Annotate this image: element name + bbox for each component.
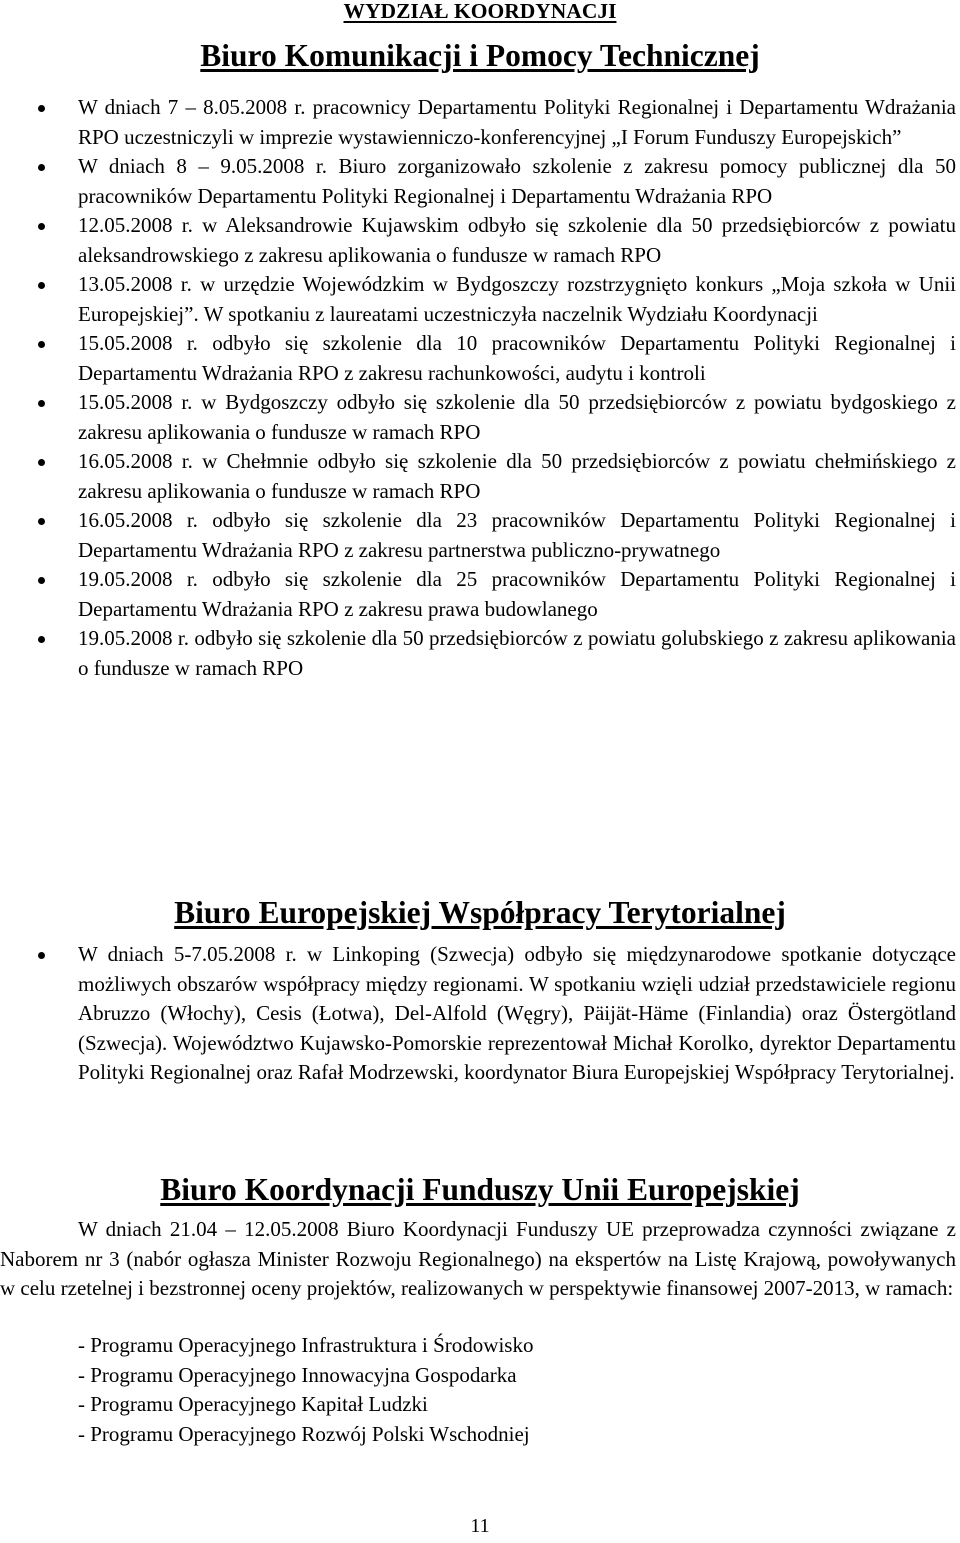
list-item: 16.05.2008 r. w Chełmnie odbyło się szkolenie dla 50 przedsiębiorców z powiatu chełmińskiego z zakresu aplikowania o fundusze w ramach RPO [0,447,960,506]
list-item: - Programu Operacyjnego Infrastruktura i Środowisko [78,1333,534,1357]
page-number: 11 [470,1515,490,1537]
list-item: 12.05.2008 r. w Aleksandrowie Kujawskim odbyło się szkolenie dla 50 przedsiębiorców z powiatu aleksandrowskiego z zakresu aplikowania o fundusze w ramach RPO [0,211,960,270]
bullet-icon [38,400,45,407]
bullet-icon [38,636,45,643]
list-item: 19.05.2008 r. odbyło się szkolenie dla 50 przedsiębiorców z powiatu golubskiego z zakresu aplikowania o fundusze w ramach RPO [0,624,960,683]
programs-list [78,1331,533,1449]
list-item: - Programu Operacyjnego Innowacyjna Gospodarka [78,1362,517,1387]
bullet-icon [38,459,45,466]
bullet-icon [38,577,45,584]
bullet-icon [38,341,45,348]
list-item: W dniach 5-7.05.2008 r. w Linkoping (Szwecja) odbyło się międzynarodowe spotkanie dotyczące możliwych obszarów współpracy między regionami. W spotkaniu wzięli udział przedstawiciele regionu Abruzzo (Włochy), Cesis (Łotwa), Del-Alfold (Węgry), Päijät-Häme (Finlandia) oraz Östergötland (Szwecja). Województwo Kujawsko-Pomorskie reprezentował Michał Korolko, dyrektor Departamentu Polityki Regionalnej oraz Rafał Modrzewski, koordynator Biura Europejskiej Współpracy Terytorialnej. [0,940,960,1088]
section-heading-eu-funds-coordination: Biuro Koordynacji Funduszy Unii Europejskiej [160,1172,800,1207]
list-item: 16.05.2008 r. odbyło się szkolenie dla 23 pracowników Departamentu Polityki Regionalnej i Departamentu Wdrażania RPO z zakresu partnerstwa publiczno-prywatnego [0,506,960,565]
bullet-icon [38,952,45,959]
department-heading: WYDZIAŁ KOORDYNACJI [343,0,617,23]
bullet-icon [38,164,45,171]
section-heading-territorial-cooperation: Biuro Europejskiej Współpracy Terytorialnej [174,895,786,930]
list-item: - Programu Operacyjnego Kapitał Ludzki [78,1392,428,1416]
list-item: W dniach 7 – 8.05.2008 r. pracownicy Departamentu Polityki Regionalnej i Departamentu Wdrażania RPO uczestniczyli w imprezie wystawienniczo-konferencyjnej „I Forum Funduszy Europejskich” [0,93,960,152]
territorial-cooperation-list [0,940,960,1088]
list-item: - Programu Operacyjnego Rozwój Polski Wschodniej [78,1421,530,1446]
section-heading-communication: Biuro Komunikacji i Pomocy Technicznej [200,38,760,73]
list-item: 15.05.2008 r. odbyło się szkolenie dla 10 pracowników Departamentu Polityki Regionalnej i Departamentu Wdrażania RPO z zakresu rachunkowości, audytu i kontroli [0,329,960,388]
communication-events-list [0,93,960,683]
bullet-icon [38,282,45,289]
list-item: 13.05.2008 r. w urzędzie Wojewódzkim w Bydgoszczy rozstrzygnięto konkurs „Moja szkoła w Unii Europejskiej”. W spotkaniu z laureatami uczestniczyła naczelnik Wydziału Koordynacji [0,270,960,329]
bullet-icon [38,518,45,525]
bullet-icon [38,223,45,230]
eu-funds-paragraph: W dniach 21.04 – 12.05.2008 Biuro Koordynacji Funduszy UE przeprowadza czynności związane z Naborem nr 3 (nabór ogłasza Minister Rozwoju Regionalnego) na ekspertów na Listę Krajową, powoływanych w celu rzetelnej i bezstronnej oceny projektów, realizowanych w perspektywie finansowej 2007-2013, w ramach: [0,1217,956,1300]
list-item: 15.05.2008 r. w Bydgoszczy odbyło się szkolenie dla 50 przedsiębiorców z powiatu bydgoskiego z zakresu aplikowania o fundusze w ramach RPO [0,388,960,447]
list-item: W dniach 8 – 9.05.2008 r. Biuro zorganizowało szkolenie z zakresu pomocy publicznej dla 50 pracowników Departamentu Polityki Regionalnej i Departamentu Wdrażania RPO [0,152,960,211]
bullet-icon [38,105,45,112]
list-item: 19.05.2008 r. odbyło się szkolenie dla 25 pracowników Departamentu Polityki Regionalnej i Departamentu Wdrażania RPO z zakresu prawa budowlanego [0,565,960,624]
